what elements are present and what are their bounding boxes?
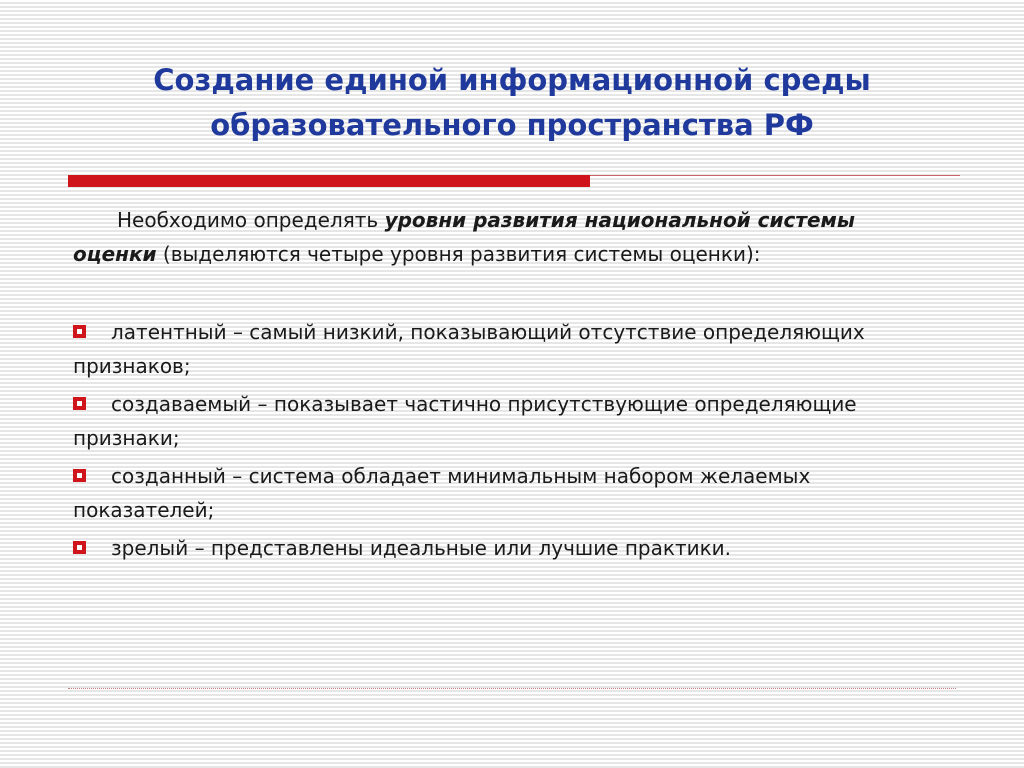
footer-divider bbox=[68, 688, 956, 689]
intro-paragraph bbox=[73, 203, 943, 271]
list-item bbox=[73, 531, 943, 565]
intro-emphasis: уровни развития национальной системы оценки bbox=[73, 208, 855, 266]
red-square-bullet-icon bbox=[73, 469, 86, 482]
list-item bbox=[73, 459, 943, 527]
list-item-text: латентный – самый низкий, показывающий отсутствие определяющих признаков; bbox=[73, 320, 865, 378]
slide-title bbox=[100, 58, 924, 148]
list-item-text: созданный – система обладает минимальным набором желаемых показателей; bbox=[73, 464, 811, 522]
red-square-bullet-icon bbox=[73, 325, 86, 338]
title-line-2: образовательного пространства РФ bbox=[210, 108, 814, 142]
intro-rest: (выделяются четыре уровня развития системы оценки): bbox=[156, 242, 761, 266]
intro-lead: Необходимо определять bbox=[117, 208, 385, 232]
levels-list bbox=[73, 315, 943, 565]
divider-thin-line bbox=[590, 175, 960, 176]
list-item bbox=[73, 315, 943, 383]
title-divider bbox=[68, 175, 960, 187]
red-square-bullet-icon bbox=[73, 541, 86, 554]
red-square-bullet-icon bbox=[73, 397, 86, 410]
list-item bbox=[73, 387, 943, 455]
slide-body bbox=[73, 203, 943, 569]
list-item-text: зрелый – представлены идеальные или лучшие практики. bbox=[111, 536, 732, 560]
list-item-text: создаваемый – показывает частично присутствующие определяющие признаки; bbox=[73, 392, 857, 450]
divider-red-bar bbox=[68, 175, 590, 187]
title-line-1: Создание единой информационной среды bbox=[153, 63, 871, 97]
